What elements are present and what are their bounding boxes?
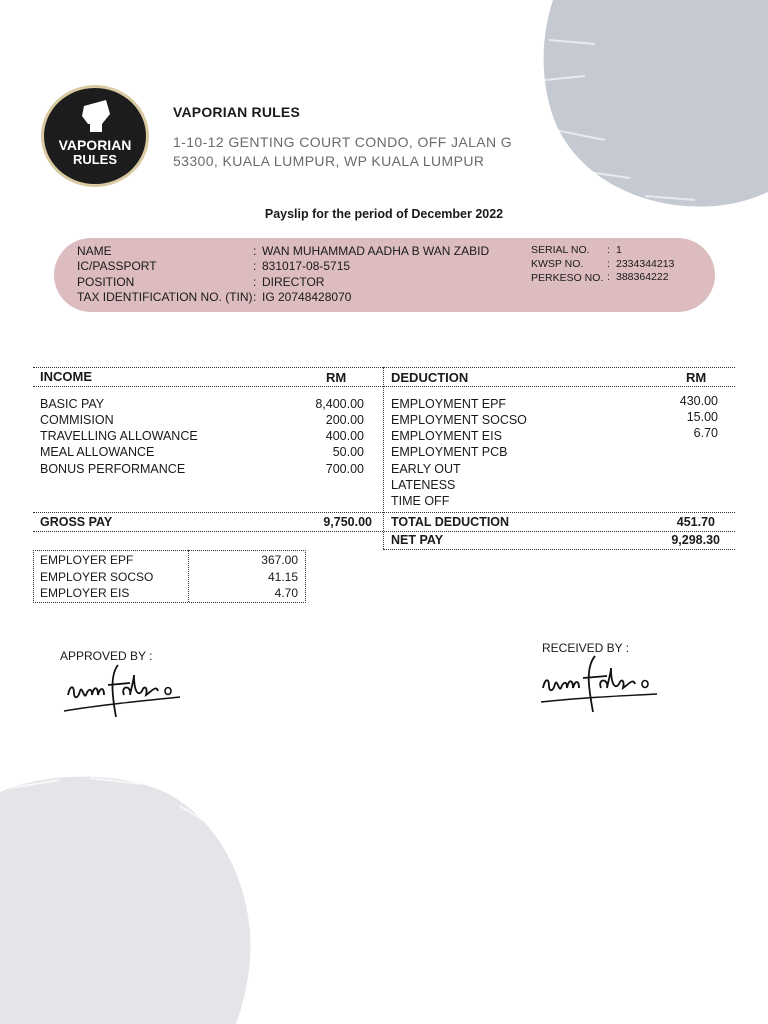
company-address-line1: 1-10-12 GENTING COURT CONDO, OFF JALAN G (173, 134, 513, 150)
deduction-currency-header: RM (686, 370, 707, 385)
deduction-item-amount: 15.00 (686, 410, 718, 424)
table-top-line (33, 367, 735, 368)
gross-pay-value: 9,750.00 (323, 515, 372, 529)
total-deduction-value: 451.70 (676, 515, 715, 529)
income-currency-header: RM (326, 370, 347, 385)
income-item-label: BONUS PERFORMANCE (40, 462, 186, 476)
deduction-item-amount: 430.00 (679, 394, 718, 408)
company-address-line2: 53300, KUALA LUMPUR, WP KUALA LUMPUR (173, 153, 485, 169)
table-subtotal-line (33, 512, 735, 513)
perkeso-label: PERKESO NO. (531, 272, 604, 284)
table-gross-line (33, 531, 735, 532)
employer-item-amount: 4.70 (274, 586, 298, 600)
received-by-label: RECEIVED BY : (542, 641, 630, 655)
employer-item-amount: 367.00 (261, 553, 298, 567)
deduction-item-label: EMPLOYMENT EIS (391, 429, 502, 443)
approved-by-label: APPROVED BY : (60, 649, 153, 663)
deduction-header: DEDUCTION (391, 370, 469, 385)
name-label: NAME (77, 244, 112, 258)
ic-value: 831017-08-5715 (262, 259, 351, 273)
income-header: INCOME (40, 369, 92, 384)
deduction-item-label: EMPLOYMENT PCB (391, 445, 508, 459)
income-item-label: TRAVELLING ALLOWANCE (40, 429, 198, 443)
table-net-line (383, 549, 735, 550)
tin-label: TAX IDENTIFICATION NO. (TIN) (77, 290, 253, 304)
income-item-amount: 400.00 (325, 429, 364, 443)
deduction-item-label: TIME OFF (391, 494, 450, 508)
employer-item-amount: 41.15 (267, 570, 298, 584)
payslip-title: Payslip for the period of December 2022 (264, 207, 504, 221)
kwsp-value: 2334344213 (616, 258, 675, 270)
company-logo (40, 84, 150, 188)
name-sep: : (253, 244, 257, 258)
employer-item-label: EMPLOYER SOCSO (40, 570, 154, 584)
serial-value: 1 (616, 244, 622, 256)
tin-value: IG 20748428070 (262, 290, 352, 304)
income-item-label: MEAL ALLOWANCE (40, 445, 155, 459)
svg-text:VAPORIAN: VAPORIAN (58, 137, 132, 153)
table-divider (383, 367, 384, 549)
bottom-left-brush-decoration (0, 770, 260, 1024)
net-pay-value: 9,298.30 (671, 533, 720, 547)
tin-sep: : (253, 290, 257, 304)
income-item-label: BASIC PAY (40, 397, 105, 411)
income-item-amount: 700.00 (325, 462, 364, 476)
top-right-brush-decoration (535, 0, 768, 210)
table-header-line (33, 386, 735, 387)
kwsp-label: KWSP NO. (531, 258, 584, 270)
net-pay-label: NET PAY (391, 533, 444, 547)
deduction-item-label: EARLY OUT (391, 462, 461, 476)
perkeso-sep: : (607, 271, 610, 283)
deduction-item-label: EMPLOYMENT SOCSO (391, 413, 527, 427)
svg-text:RULES: RULES (72, 152, 118, 167)
perkeso-value: 388364222 (616, 271, 669, 283)
deduction-item-amount: 6.70 (693, 426, 718, 440)
kwsp-sep: : (607, 258, 610, 270)
employer-item-label: EMPLOYER EPF (40, 553, 134, 567)
ic-label: IC/PASSPORT (77, 259, 157, 273)
deduction-item-label: LATENESS (391, 478, 456, 492)
total-deduction-label: TOTAL DEDUCTION (391, 515, 510, 529)
employer-divider (188, 550, 189, 602)
name-value: WAN MUHAMMAD AADHA B WAN ZABID (262, 244, 490, 258)
employer-item-label: EMPLOYER EIS (40, 586, 130, 600)
income-item-amount: 200.00 (325, 413, 364, 427)
deduction-item-label: EMPLOYMENT EPF (391, 397, 507, 411)
serial-label: SERIAL NO. (531, 244, 590, 256)
income-item-amount: 8,400.00 (315, 397, 364, 411)
ic-sep: : (253, 259, 257, 273)
gross-pay-label: GROSS PAY (40, 515, 113, 529)
serial-sep: : (607, 244, 610, 256)
received-signature (537, 650, 662, 718)
company-name: VAPORIAN RULES (173, 104, 300, 120)
position-value: DIRECTOR (262, 275, 325, 289)
income-item-label: COMMISION (40, 413, 114, 427)
position-sep: : (253, 275, 257, 289)
position-label: POSITION (77, 275, 135, 289)
approved-signature (60, 655, 185, 723)
income-item-amount: 50.00 (332, 445, 364, 459)
